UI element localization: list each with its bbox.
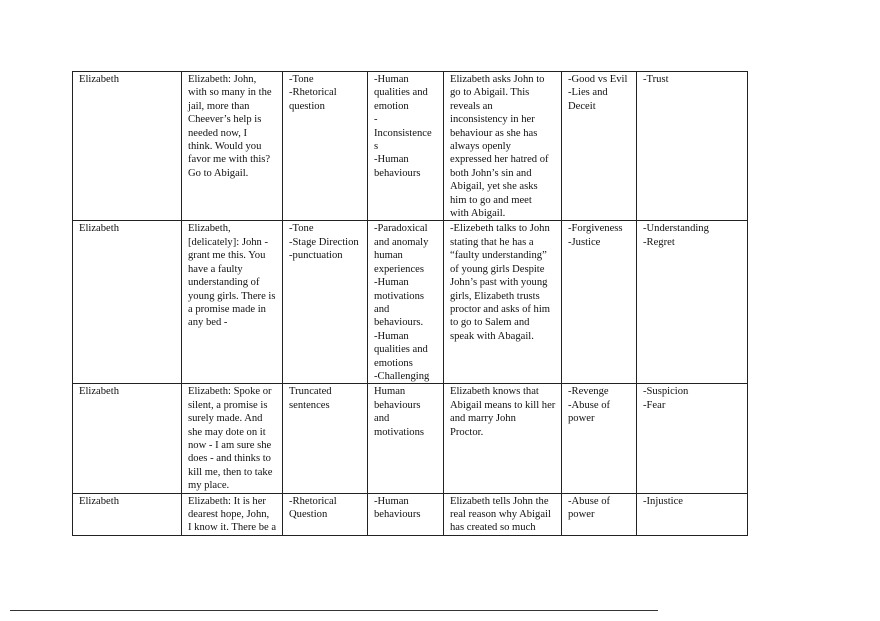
table-row xyxy=(73,72,748,221)
explanation-cell: Elizabeth knows that Abigail means to kill her and marry John Proctor. xyxy=(444,384,562,493)
emotion-cell: -Injustice xyxy=(637,493,748,535)
quote-cell: Elizabeth: John, with so many in the jail, more than Cheever’s help is needed now, I think. Would you favor me with this? Go to Abigail. xyxy=(182,72,283,221)
theme-cell: -Revenge -Abuse of power xyxy=(562,384,637,493)
explanation-cell: -Elizebeth talks to John stating that he has a “faulty understanding” of young girls Despite John’s past with young girls, Elizabeth trusts proctor and asks of him to go to Salem and speak with Abagail. xyxy=(444,221,562,384)
technique-cell: Truncated sentences xyxy=(283,384,368,493)
emotion-cell: -Suspicion -Fear xyxy=(637,384,748,493)
quote-cell: Elizabeth, [delicately]: John - grant me this. You have a faulty understanding of young girls. There is a promise made in any bed - xyxy=(182,221,283,384)
technique-cell: -Tone -Stage Direction -punctuation xyxy=(283,221,368,384)
table-row xyxy=(73,221,748,384)
analysis-table xyxy=(72,71,748,536)
quote-cell: Elizabeth: It is her dearest hope, John, I know it. There be a xyxy=(182,493,283,535)
concept-cell: -Human qualities and emotion - Inconsistence s -Human behaviours xyxy=(368,72,444,221)
emotion-cell: -Trust xyxy=(637,72,748,221)
table-row xyxy=(73,384,748,493)
table-row xyxy=(73,493,748,535)
explanation-cell: Elizabeth asks John to go to Abigail. This reveals an inconsistency in her behaviour as she has always openly expressed her hatred of both John’s sin and Abigail, yet she asks him to go and meet with Abigail. xyxy=(444,72,562,221)
theme-cell: -Abuse of power xyxy=(562,493,637,535)
technique-cell: -Tone -Rhetorical question xyxy=(283,72,368,221)
theme-cell: -Forgiveness -Justice xyxy=(562,221,637,384)
theme-cell: -Good vs Evil -Lies and Deceit xyxy=(562,72,637,221)
footer-rule xyxy=(10,610,658,611)
technique-cell: -Rhetorical Question xyxy=(283,493,368,535)
explanation-cell: Elizabeth tells John the real reason why Abigail has created so much xyxy=(444,493,562,535)
character-cell: Elizabeth xyxy=(73,493,182,535)
character-cell: Elizabeth xyxy=(73,384,182,493)
character-cell: Elizabeth xyxy=(73,72,182,221)
quote-cell: Elizabeth: Spoke or silent, a promise is surely made. And she may dote on it now - I am sure she does - and thinks to kill me, then to take my place. xyxy=(182,384,283,493)
emotion-cell: -Understanding -Regret xyxy=(637,221,748,384)
concept-cell: -Human behaviours xyxy=(368,493,444,535)
concept-cell: -Paradoxical and anomaly human experiences -Human motivations and behaviours. -Human qualities and emotions -Challenging xyxy=(368,221,444,384)
concept-cell: Human behaviours and motivations xyxy=(368,384,444,493)
character-cell: Elizabeth xyxy=(73,221,182,384)
